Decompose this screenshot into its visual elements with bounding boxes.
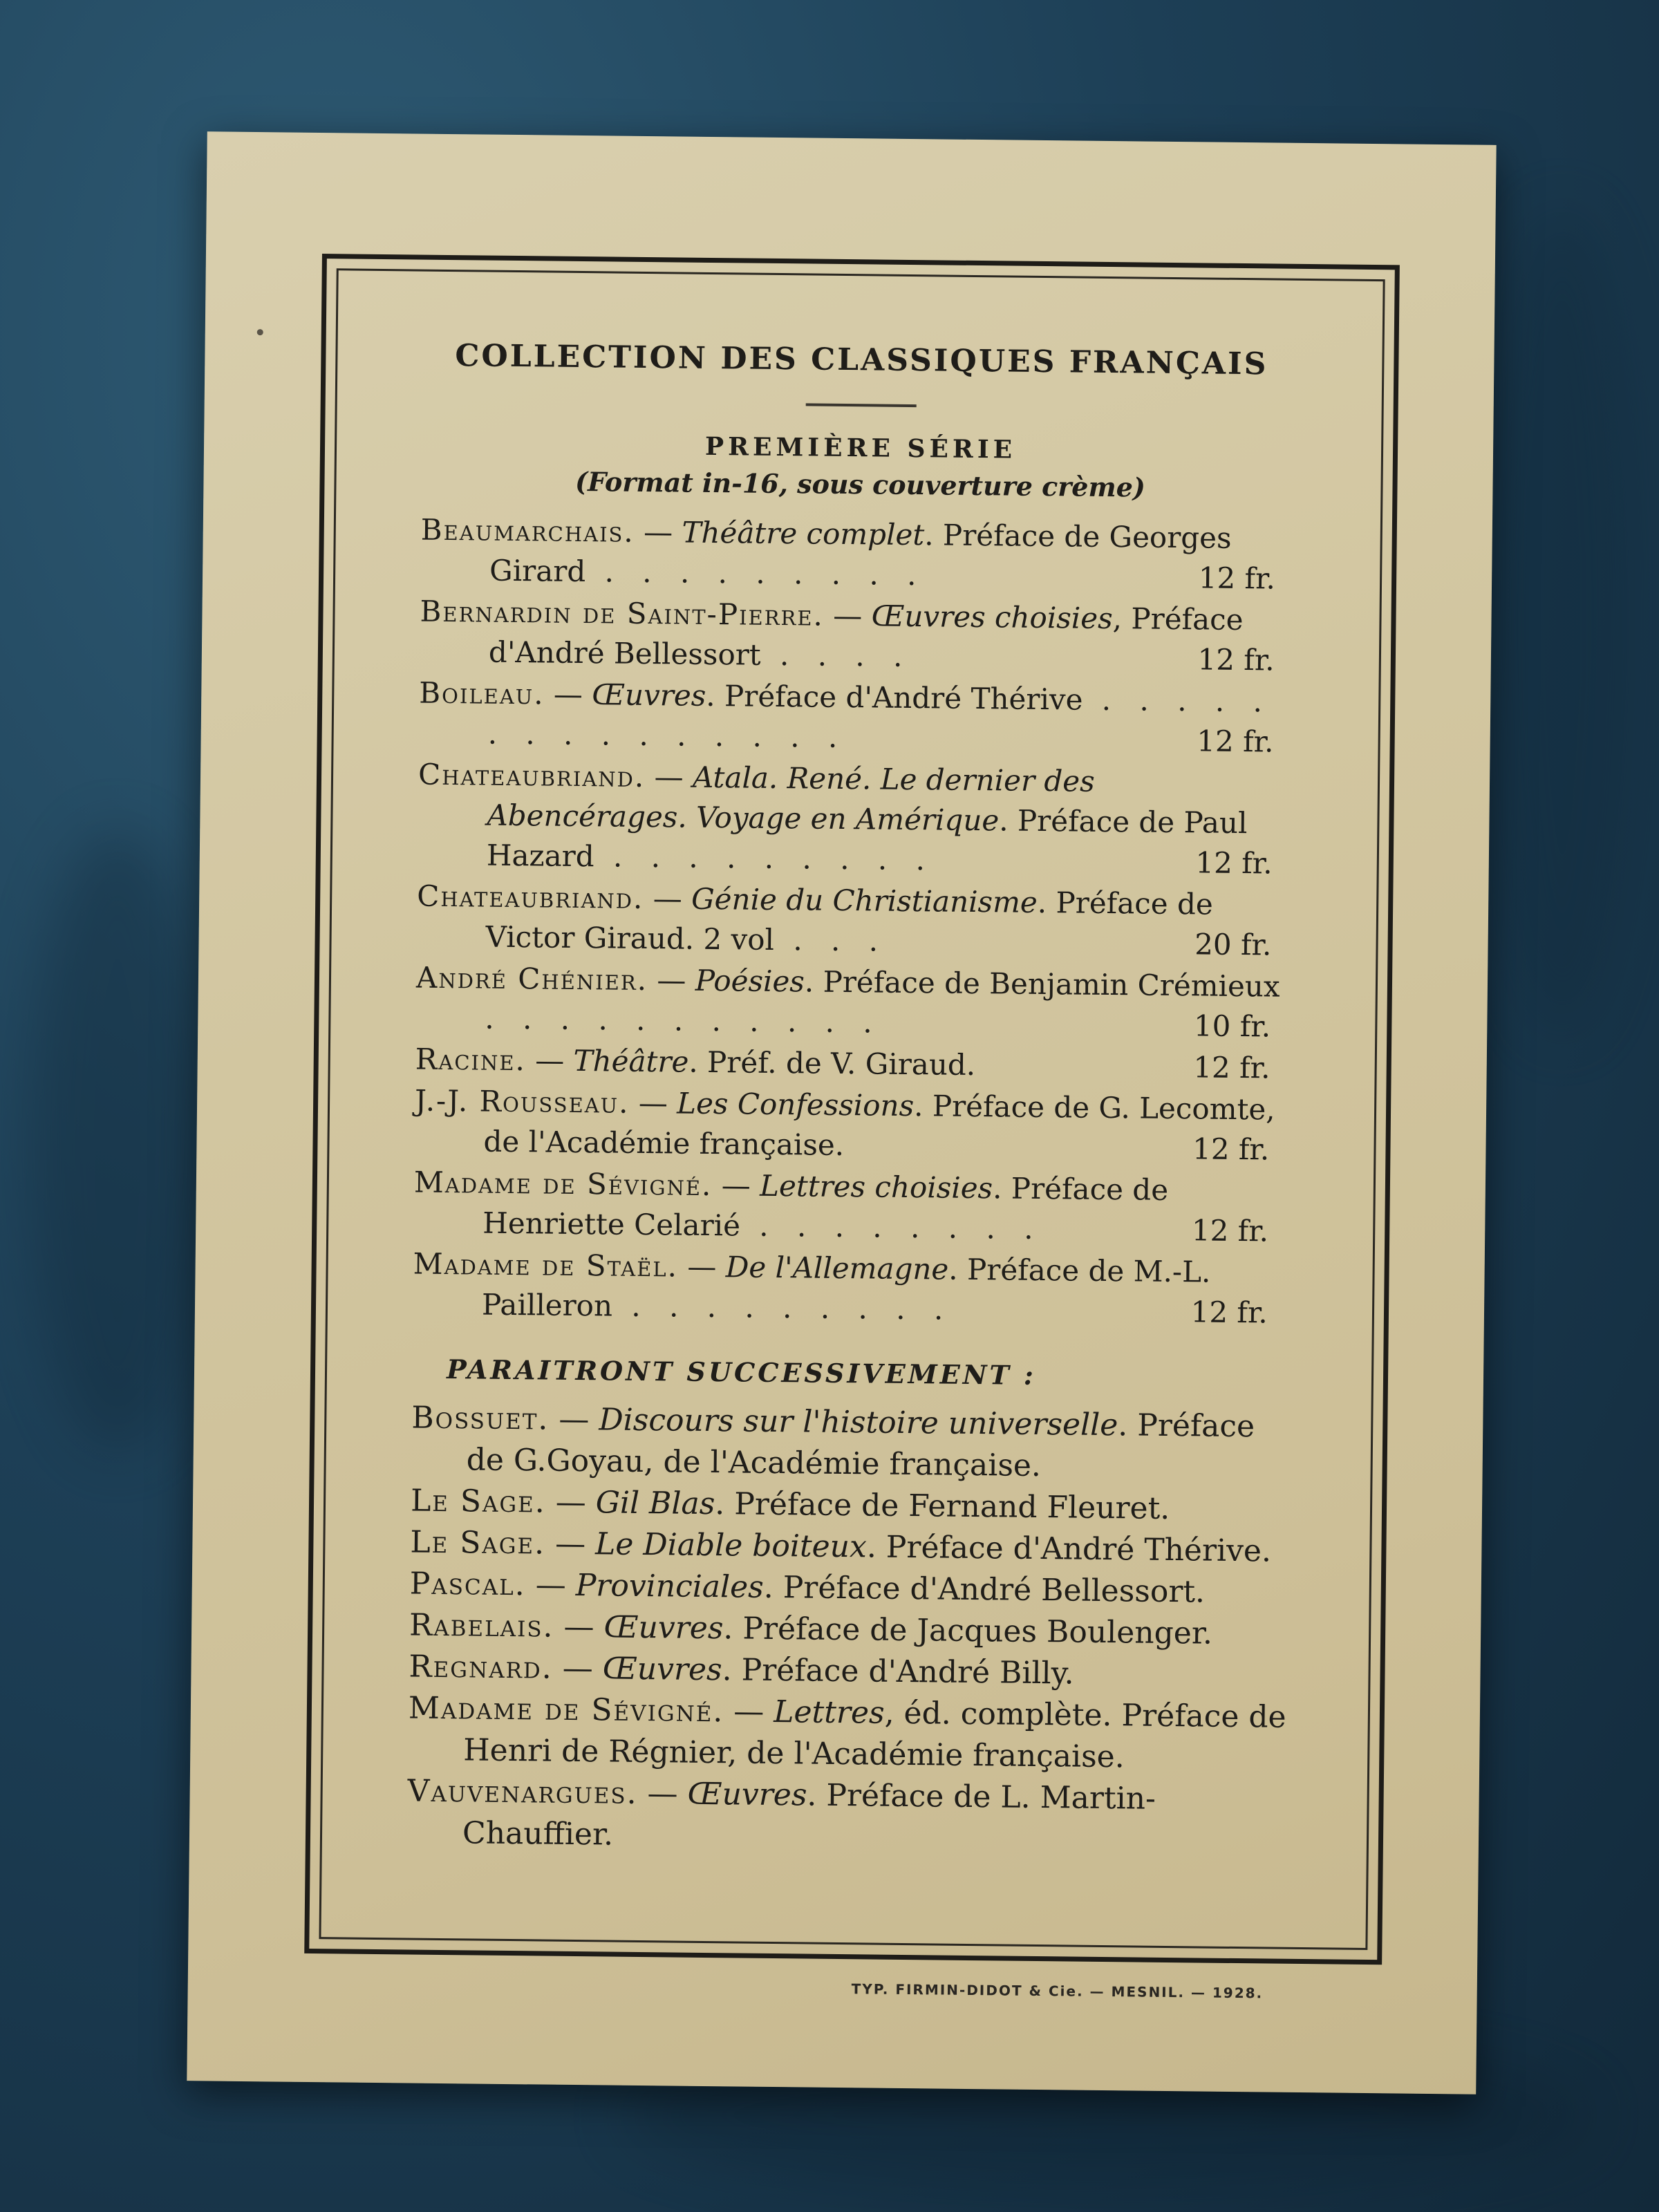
list-item: Regnard. — Œuvres. Préface d'André Billy.: [409, 1649, 1074, 1691]
upcoming-preface: . Préface d'André Billy.: [722, 1652, 1074, 1691]
upcoming-title-text: Œuvres: [602, 1651, 722, 1688]
upcoming-author: Le Sage.: [410, 1483, 547, 1520]
entry-list: [413, 510, 1299, 1333]
entry-author: Racine.: [415, 1042, 527, 1078]
upcoming-author: Madame de Sévigné.: [408, 1690, 724, 1730]
printer-imprint: TYP. FIRMIN-DIDOT & Cie. — MESNIL. — 1928.: [851, 1980, 1264, 2002]
entry-title: Œuvres choisies: [871, 599, 1113, 636]
entry-price: 12 fr.: [1190, 1295, 1268, 1330]
entry-price: 12 fr.: [1197, 724, 1274, 759]
upcoming-preface: , éd. complète. Préface de Henri de Régnier, de l'Académie française.: [463, 1695, 1286, 1775]
upcoming-preface: . Préface de L. Martin-Chauffier.: [462, 1777, 1156, 1853]
catalog-content: [407, 315, 1301, 1863]
entry-preface: . Préface d'André Thérive: [706, 678, 1083, 717]
upcoming-title-text: Œuvres: [603, 1609, 724, 1647]
list-item: Vauvenargues. — Œuvres. Préface de L. Martin-Chauffier.: [407, 1773, 1156, 1853]
upcoming-author: Pascal.: [409, 1566, 527, 1603]
entry-preface: . Préface de Benjamin Crémieux: [804, 964, 1280, 1004]
entry-price: 10 fr.: [1193, 1009, 1271, 1044]
entry-preface: . Préf. de V. Giraud: [688, 1044, 967, 1082]
entry-title: Atala. René. Le dernier des Abencérages. Voyage en Amérique: [487, 760, 1095, 838]
list-item: Bernardin de Saint-Pierre. — Œuvres choisies, Préface d'André Bellessort . . . . 12 fr.: [420, 592, 1298, 681]
entry-leader-dots: . . .: [774, 922, 888, 958]
outer-frame: [304, 254, 1400, 1965]
upcoming-preface: . Préface d'André Thérive.: [866, 1529, 1272, 1569]
entry-preface: . Préface de Henriette Celarié: [482, 1171, 1169, 1243]
entry-leader-dots: . . . . . . . . .: [612, 1288, 953, 1327]
list-item: Racine. — Théâtre. Préf. de V. Giraud. 12 fr.: [415, 1040, 1293, 1089]
entry-leader-dots: . . . . . . . . . . . . . . .: [487, 682, 1273, 755]
list-item: André Chénier. — Poésies. Préface de Benjamin Crémieux . . . . . . . . . . . 10 fr.: [415, 958, 1294, 1047]
entry-price: 12 fr.: [1193, 1050, 1271, 1085]
upcoming-preface: . Préface de Fernand Fleuret.: [715, 1486, 1170, 1527]
collection-title: COLLECTION DES CLASSIQUES FRANÇAIS: [455, 338, 1268, 382]
entry-price: 12 fr.: [1197, 642, 1275, 677]
upcoming-title-text: Le Diable boiteux: [594, 1526, 868, 1565]
list-item: Madame de Staël. — De l'Allemagne. Préface de M.-L. Pailleron . . . . . . . . . 12 fr.: [413, 1244, 1291, 1333]
upcoming-preface: . Préface d'André Bellessort.: [763, 1569, 1206, 1610]
list-item: Le Sage. — Le Diable boiteux. Préface d'André Thérive.: [410, 1524, 1272, 1569]
series-format: (Format in-16, sous couverture crème): [574, 465, 1146, 503]
entry-price: 12 fr.: [1198, 561, 1276, 596]
entry-leader-dots: . . . . . . . . .: [585, 554, 926, 592]
list-item: Le Sage. — Gil Blas. Préface de Fernand Fleuret.: [410, 1483, 1170, 1527]
entry-price: 20 fr.: [1194, 927, 1272, 962]
entry-author: Chateaubriand.: [416, 879, 644, 915]
list-item: Beaumarchais. — Théâtre complet. Préface de Georges Girard . . . . . . . . . 12 fr.: [420, 510, 1299, 599]
list-item: Pascal. — Provinciales. Préface d'André Bellessort.: [409, 1566, 1206, 1610]
entry-author: André Chénier.: [415, 960, 648, 997]
entry-title: Œuvres: [592, 677, 706, 713]
list-item: Madame de Sévigné. — Lettres choisies. Préface de Henriette Celarié . . . . . . . . 12 fr.: [413, 1163, 1292, 1252]
upcoming-list: [407, 1398, 1290, 1863]
entry-title: De l'Allemagne: [725, 1250, 949, 1286]
entry-leader-dots: . . . . . . . .: [740, 1208, 1043, 1246]
entry-author: Bernardin de Saint-Pierre.: [420, 594, 825, 632]
entry-leader-dots: .: [966, 1047, 986, 1082]
entry-author: Beaumarchais.: [420, 512, 635, 549]
entry-title: Génie du Christianisme: [691, 881, 1038, 919]
entry-title: Poésies: [695, 963, 805, 999]
entry-leader-dots: .: [834, 1127, 854, 1163]
upcoming-author: Vauvenargues.: [407, 1773, 638, 1811]
list-item: Chateaubriand. — Génie du Christianisme. Préface de Victor Giraud. 2 vol . . . 20 fr.: [416, 877, 1295, 966]
entry-preface: . Préface de Victor Giraud. 2 vol: [485, 885, 1214, 957]
list-item: Bossuet. — Discours sur l'histoire universelle. Préface de G.Goyau, de l'Académie française.: [411, 1400, 1255, 1484]
entry-preface: . Préface de Paul Hazard: [486, 803, 1248, 874]
entry-price: 12 fr.: [1192, 1132, 1270, 1167]
upcoming-author: Bossuet.: [411, 1400, 550, 1437]
list-item: Rabelais. — Œuvres. Préface de Jacques Boulenger.: [409, 1607, 1213, 1651]
list-item: Chateaubriand. — Atala. René. Le dernier des Abencérages. Voyage en Amérique. Préface de Paul Hazard . . . . . . . . . 12 fr.: [418, 755, 1297, 884]
entry-preface: . Préface de G. Lecomte, de l'Académie française: [483, 1089, 1275, 1162]
upcoming-author: Rabelais.: [409, 1607, 554, 1644]
upcoming-title-text: Œuvres: [687, 1776, 807, 1813]
upcoming-title-text: Lettres: [774, 1694, 885, 1731]
entry-author: J.-J. Rousseau.: [414, 1083, 630, 1120]
entry-author: Madame de Staël.: [413, 1246, 679, 1284]
entry-price: 12 fr.: [1195, 845, 1273, 881]
ornament-dot: [257, 329, 263, 335]
upcoming-preface: . Préface de Jacques Boulenger.: [723, 1611, 1213, 1651]
entry-title: Théâtre complet: [682, 515, 925, 552]
series-title: PREMIÈRE SÉRIE: [704, 431, 1017, 465]
entry-leader-dots: . . . . . . . . .: [594, 839, 935, 877]
list-item: Boileau. — Œuvres. Préface d'André Thérive . . . . . . . . . . . . . . . 12 fr.: [418, 673, 1297, 762]
entry-leader-dots: . . . .: [760, 637, 912, 674]
entry-price: 12 fr.: [1191, 1213, 1269, 1248]
entry-preface: , Préface d'André Bellessort: [488, 601, 1244, 672]
entry-author: Madame de Sévigné.: [413, 1165, 713, 1203]
upcoming-title: PARAITRONT SUCCESSIVEMENT :: [446, 1353, 1037, 1391]
entry-title: Théâtre: [573, 1043, 689, 1079]
list-item: Madame de Sévigné. — Lettres, éd. complète. Préface de Henri de Régnier, de l'Académie française.: [408, 1690, 1286, 1775]
book-back-cover: [187, 131, 1496, 2094]
entry-title: Les Confessions: [676, 1086, 915, 1123]
upcoming-title-text: Discours sur l'histoire universelle: [599, 1402, 1118, 1443]
entry-author: Chateaubriand.: [418, 757, 646, 794]
entry-preface: . Préface de M.-L. Pailleron: [481, 1252, 1211, 1323]
entry-leader-dots: . . . . . . . . . . .: [485, 1001, 883, 1040]
upcoming-author: Le Sage.: [410, 1524, 546, 1562]
upcoming-author: Regnard.: [409, 1649, 554, 1686]
entry-author: Boileau.: [419, 675, 545, 711]
list-item: J.-J. Rousseau. — Les Confessions. Préface de G. Lecomte, de l'Académie française. 12 fr.: [414, 1081, 1293, 1170]
entry-preface: . Préface de Georges Girard: [489, 518, 1232, 589]
upcoming-title-text: Provinciales: [575, 1568, 765, 1605]
upcoming-preface: . Préface de G.Goyau, de l'Académie française.: [466, 1407, 1255, 1484]
title-rule: [806, 403, 917, 407]
entry-title: Lettres choisies: [759, 1168, 993, 1206]
upcoming-title-text: Gil Blas: [595, 1485, 715, 1522]
